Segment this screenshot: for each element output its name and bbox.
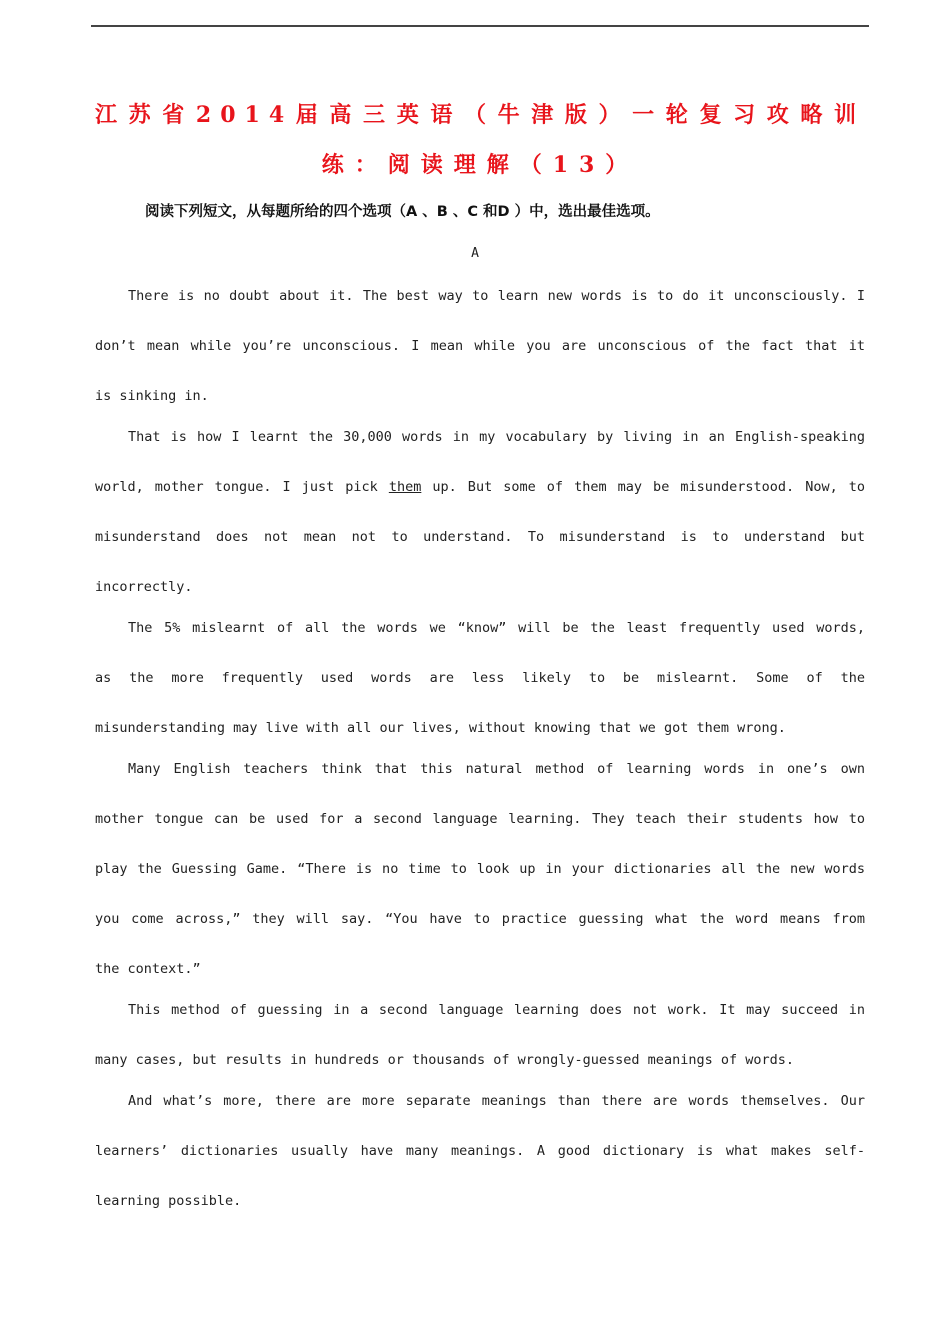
paragraph-line: The 5% mislearnt of all the words we “know” will be the least frequently used words, [128, 620, 865, 636]
paragraph-line: don’t mean while you’re unconscious. I mean while you are unconscious of the fact that it [95, 338, 865, 354]
paragraph-2 [95, 426, 865, 626]
paragraph-1 [95, 285, 865, 435]
paragraph-line: play the Guessing Game. “There is no time to look up in your dictionaries all the new words [95, 861, 865, 877]
paragraph-line: And what’s more, there are more separate meanings than there are words themselves. Our [128, 1093, 865, 1109]
paragraph-line: learning possible. [95, 1193, 242, 1209]
paragraph-3 [95, 617, 865, 767]
section-label: A [471, 246, 479, 261]
paragraph-line: misunderstanding may live with all our lives, without knowing that we got them wrong. [95, 720, 786, 736]
line-segment: world, mother tongue. I just pick [95, 479, 389, 495]
line-segment: up. But some of them may be misunderstood. Now, to [421, 479, 865, 495]
paragraph-line: mother tongue can be used for a second language learning. They teach their students how to [95, 811, 865, 827]
instructions: 阅读下列短文，从每题所给的四个选项（A 、B 、C 和D ）中，选出最佳选项。 [145, 204, 660, 220]
paragraph-line: Many English teachers think that this natural method of learning words in one’s own [128, 761, 865, 777]
paragraph-line: learners’ dictionaries usually have many meanings. A good dictionary is what makes self- [95, 1143, 865, 1159]
paragraph-line: misunderstand does not mean not to understand. To misunderstand is to understand but [95, 529, 865, 545]
paragraph-line: is sinking in. [95, 388, 209, 404]
paragraph-6 [95, 1090, 865, 1240]
top-rule [91, 25, 869, 27]
paragraph-line: as the more frequently used words are less likely to be mislearnt. Some of the [95, 670, 865, 686]
paragraph-line: many cases, but results in hundreds or thousands of wrongly-guessed meanings of words. [95, 1052, 794, 1068]
paragraph-line: incorrectly. [95, 579, 193, 595]
underlined-word: them [388, 479, 422, 495]
page-title-line-2: 练：阅读理解（13） [321, 152, 639, 178]
paragraph-5 [95, 999, 865, 1099]
paragraph-4 [95, 758, 865, 1008]
page-title-line-1: 江苏省2014届高三英语（牛津版）一轮复习攻略训 [95, 102, 865, 128]
paragraph-line: There is no doubt about it. The best way to learn new words is to do it unconsciously. I [128, 288, 865, 304]
paragraph-line: That is how I learnt the 30,000 words in my vocabulary by living in an English-speaking [128, 429, 865, 445]
paragraph-line: you come across,” they will say. “You have to practice guessing what the word means from [95, 911, 865, 927]
paragraph-line: the context.” [95, 961, 201, 977]
paragraph-line: This method of guessing in a second language learning does not work. It may succeed in [128, 1002, 865, 1018]
paragraph-line [95, 476, 865, 526]
